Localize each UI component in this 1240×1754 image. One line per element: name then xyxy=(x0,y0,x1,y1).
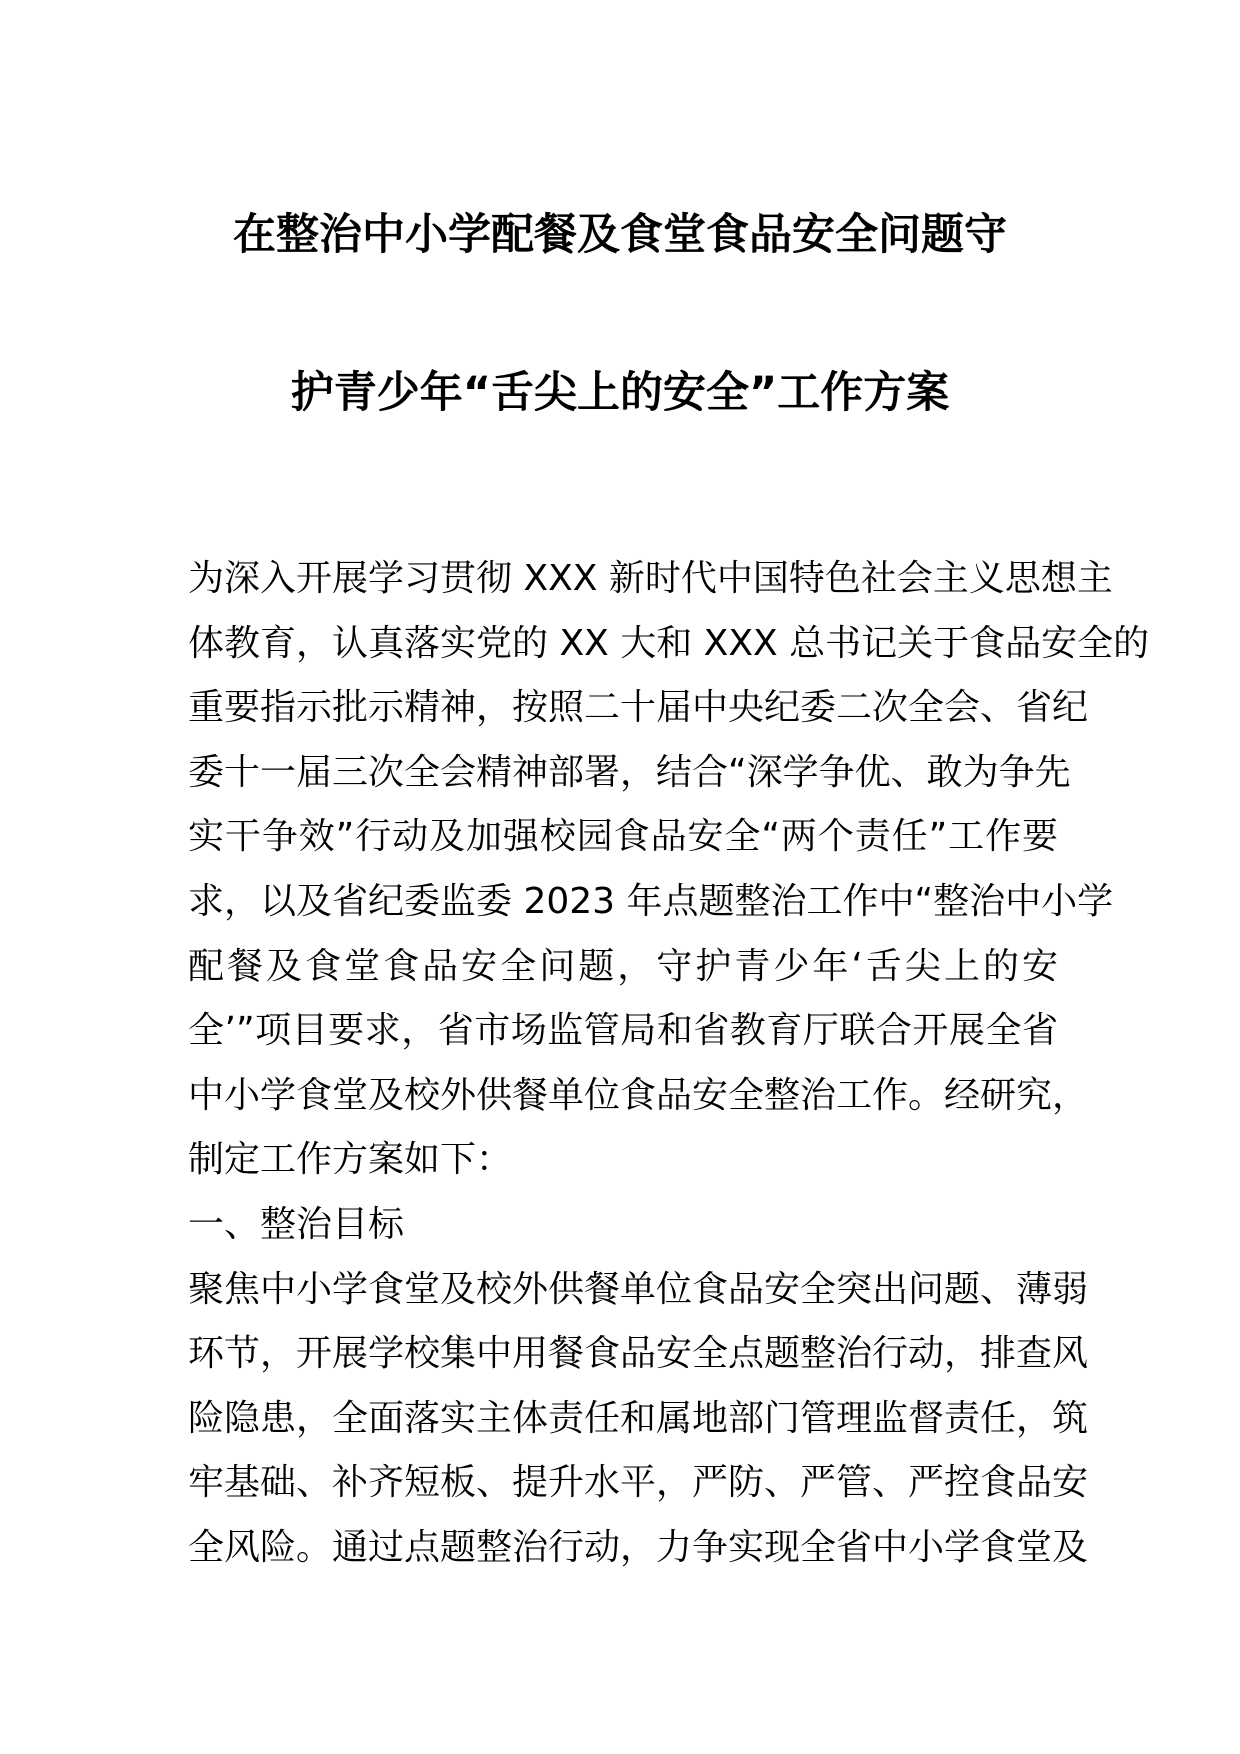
body-line: 体教育，认真落实党的 XX 大和 XXX 总书记关于食品安全的 xyxy=(188,622,1150,664)
body-line: 实干争效”行动及加强校园食品安全“两个责任”工作要 xyxy=(188,816,1058,858)
body-line: 全’”项目要求，省市场监管局和省教育厅联合开展全省 xyxy=(188,1010,1058,1052)
document-title-line-1: 在整治中小学配餐及食堂食品安全问题守 xyxy=(233,210,1007,260)
document-title-line-2: 护青少年“舌尖上的安全”工作方案 xyxy=(290,368,950,418)
body-line: 制定工作方案如下： xyxy=(188,1139,513,1181)
body-line: 险隐患，全面落实主体责任和属地部门管理监督责任，筑 xyxy=(188,1397,1089,1439)
body-line: 聚焦中小学食堂及校外供餐单位食品安全突出问题、薄弱 xyxy=(188,1268,1089,1310)
body-line: 全风险。通过点题整治行动，力争实现全省中小学食堂及 xyxy=(188,1526,1089,1568)
body-line: 环节，开展学校集中用餐食品安全点题整治行动，排查风 xyxy=(188,1333,1089,1375)
body-line: 重要指示批示精神，按照二十届中央纪委二次全会、省纪 xyxy=(188,687,1089,729)
body-line: 委十一届三次全会精神部署，结合“深学争优、敢为争先 xyxy=(188,751,1071,793)
body-line: 求，以及省纪委监委 2023 年点题整治工作中“整治中小学 xyxy=(188,880,1114,922)
body-line: 中小学食堂及校外供餐单位食品安全整治工作。经研究， xyxy=(188,1074,1089,1116)
body-line: 牢基础、补齐短板、提升水平，严防、严管、严控食品安 xyxy=(188,1462,1089,1504)
body-line: 为深入开展学习贯彻 XXX 新时代中国特色社会主义思想主 xyxy=(188,558,1113,599)
document-body xyxy=(188,547,1150,1581)
section-heading: 一、整治目标 xyxy=(188,1203,405,1245)
body-line: 配餐及食堂食品安全问题，守护青少年‘舌尖上的安 xyxy=(188,945,1058,987)
